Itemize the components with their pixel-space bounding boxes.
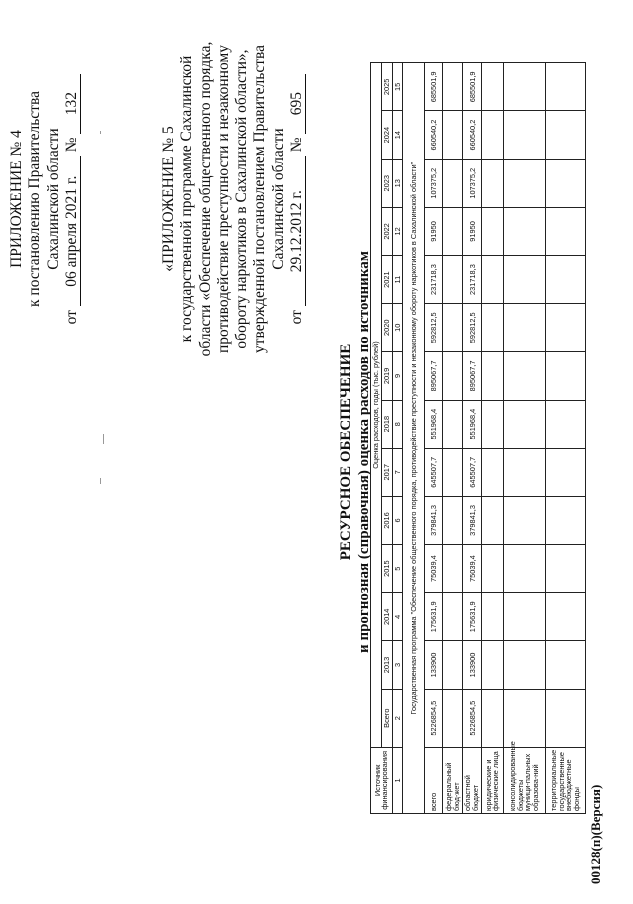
table-cell: 592812,5: [463, 304, 482, 352]
col-number: 3: [392, 641, 403, 689]
table-cell: 5226854,5: [425, 689, 443, 747]
table-cell: [503, 641, 545, 689]
appendix-5-date: 29.12.2012 г.: [289, 156, 306, 306]
table-cell: [481, 111, 503, 159]
appendix-4-line-2: Сахалинской области: [44, 128, 62, 270]
appendix-5-title: «ПРИЛОЖЕНИЕ № 5: [160, 126, 177, 272]
table-cell: [545, 207, 585, 255]
table-cell: [503, 207, 545, 255]
table-cell: [545, 448, 585, 496]
table-cell: 91950: [425, 207, 443, 255]
col-number: 10: [392, 304, 403, 352]
header-col: 2017: [381, 448, 392, 496]
table-cell: [545, 159, 585, 207]
table-cell: [503, 63, 545, 111]
table-cell: [545, 400, 585, 448]
table-cell: 660540,2: [425, 111, 443, 159]
heading-line-2: и прогнозная (справочная) оценка расходов по источникам: [355, 251, 372, 653]
row-label: территориальные государственные внебюджетные фонды: [545, 747, 585, 813]
appendix-5-line: обороту наркотиков в Сахалинской области»,: [233, 49, 251, 349]
table-cell: [503, 545, 545, 593]
table-cell: [481, 593, 503, 641]
table-cell: 231718,3: [463, 256, 482, 304]
table-cell: [481, 545, 503, 593]
table-cell: 175631,9: [463, 593, 482, 641]
table-cell: [443, 352, 463, 400]
col-number: 11: [392, 256, 403, 304]
table-cell: 660540,2: [463, 111, 482, 159]
table-cell: [545, 256, 585, 304]
table-cell: [503, 689, 545, 747]
header-col: 2022: [381, 207, 392, 255]
table-cell: 107375,2: [463, 159, 482, 207]
appendix-5-line: области «Обеспечение общественного порядка,: [196, 41, 214, 357]
row-label: областной бюджет: [463, 747, 482, 813]
table-cell: 91950: [463, 207, 482, 255]
table-cell: 75039,4: [425, 545, 443, 593]
appendix-5-line: противодействие преступности и незаконному: [214, 45, 232, 353]
col-number: 4: [392, 593, 403, 641]
table-cell: [481, 63, 503, 111]
table-cell: 5226854,5: [463, 689, 482, 747]
table-cell: [481, 352, 503, 400]
appendix-5-number: 695: [289, 74, 306, 134]
table-cell: [503, 496, 545, 544]
header-col: 2013: [381, 641, 392, 689]
header-col: 2020: [381, 304, 392, 352]
table-cell: [481, 159, 503, 207]
table-cell: [545, 689, 585, 747]
table-cell: [443, 641, 463, 689]
appendix-4-title: ПРИЛОЖЕНИЕ № 4: [8, 130, 25, 268]
table-cell: [545, 641, 585, 689]
col-number: 13: [392, 159, 403, 207]
table-cell: [481, 304, 503, 352]
col-number: 14: [392, 111, 403, 159]
version-footer: 00128(п)(Версия): [588, 784, 603, 884]
col-number: 1: [392, 747, 403, 813]
appendix-5-from-label: от: [287, 310, 305, 325]
col-number: 7: [392, 448, 403, 496]
table-cell: [481, 400, 503, 448]
row-label: всего: [425, 747, 443, 813]
program-row: Государственная программа "Обеспечение общественного порядка, противодействие преступности и незаконному обороту наркотиков в Сахалинской области": [403, 63, 425, 814]
table-cell: [545, 111, 585, 159]
appendix-4-date: 06 апреля 2021 г.: [64, 156, 81, 306]
table-cell: [503, 159, 545, 207]
table-cell: 551968,4: [425, 400, 443, 448]
table-cell: [503, 593, 545, 641]
resource-table: [370, 14, 586, 814]
table-cell: 133900: [425, 641, 443, 689]
table-cell: [443, 159, 463, 207]
document-heading: [338, 0, 373, 904]
table-cell: [443, 448, 463, 496]
header-col: 2018: [381, 400, 392, 448]
table-cell: 645507,7: [425, 448, 443, 496]
table-cell: [481, 207, 503, 255]
table-cell: 685501,9: [463, 63, 482, 111]
table-cell: [545, 304, 585, 352]
table-cell: 231718,3: [425, 256, 443, 304]
table-cell: [545, 593, 585, 641]
header-col: 2014: [381, 593, 392, 641]
header-col: 2016: [381, 496, 392, 544]
col-number: 6: [392, 496, 403, 544]
row-label: федеральный бюд-жет: [443, 747, 463, 813]
col-number: 5: [392, 545, 403, 593]
scan-mark: [103, 434, 104, 444]
table-cell: [443, 256, 463, 304]
table-cell: [545, 63, 585, 111]
col-number: 8: [392, 400, 403, 448]
header-col: 2021: [381, 256, 392, 304]
table-cell: [481, 641, 503, 689]
table-cell: 685501,9: [425, 63, 443, 111]
header-estimate: Оценка расходов, годы (тыс. рублей): [371, 63, 382, 748]
appendix-4-block: [8, 14, 81, 384]
table-cell: [443, 689, 463, 747]
table-cell: [503, 256, 545, 304]
table-cell: [545, 496, 585, 544]
table-cell: [443, 545, 463, 593]
appendix-5-line: к государственной программе Сахалинской: [178, 55, 196, 343]
col-number: 9: [392, 352, 403, 400]
table-cell: [481, 496, 503, 544]
table-cell: [443, 207, 463, 255]
table-cell: [443, 400, 463, 448]
appendix-5-line: утвержденной постановлением Правительства: [251, 45, 269, 353]
header-source: Источник финансирования: [371, 747, 393, 813]
table-cell: [481, 256, 503, 304]
table-cell: [481, 448, 503, 496]
col-number: 12: [392, 207, 403, 255]
header-col: 2023: [381, 159, 392, 207]
header-col: 2024: [381, 111, 392, 159]
appendix-5-block: [160, 4, 306, 394]
table-cell: [503, 111, 545, 159]
scan-mark: [100, 478, 101, 484]
table-cell: [503, 304, 545, 352]
table-cell: 551968,4: [463, 400, 482, 448]
appendix-4-line-1: к постановлению Правительства: [26, 91, 44, 307]
appendix-4-from-label: от: [62, 310, 80, 325]
appendix-5-date-line: [288, 4, 306, 394]
appendix-4-number: 132: [64, 74, 81, 134]
row-label: консолидированные бюджеты муници-пальных образова-ний: [503, 747, 545, 813]
col-number: 2: [392, 689, 403, 747]
header-col: 2015: [381, 545, 392, 593]
col-number: 15: [392, 63, 403, 111]
header-col: Всего: [381, 689, 392, 747]
heading-line-1: РЕСУРСНОЕ ОБЕСПЕЧЕНИЕ: [338, 343, 354, 561]
table-cell: 895067,7: [425, 352, 443, 400]
table-cell: 107375,2: [425, 159, 443, 207]
table-cell: 133900: [463, 641, 482, 689]
table-cell: 592812,5: [425, 304, 443, 352]
appendix-5-number-label: №: [287, 137, 305, 153]
table-cell: 379841,3: [425, 496, 443, 544]
table-cell: [443, 304, 463, 352]
table-cell: 379841,3: [463, 496, 482, 544]
appendix-4-date-line: [63, 14, 81, 384]
table-cell: [545, 545, 585, 593]
table-cell: 645507,7: [463, 448, 482, 496]
appendix-4-number-label: №: [62, 137, 80, 153]
header-col: 2025: [381, 63, 392, 111]
scan-mark: [100, 131, 101, 134]
table-cell: [443, 496, 463, 544]
appendix-5-line: Сахалинской области: [269, 128, 287, 270]
table-cell: 175631,9: [425, 593, 443, 641]
table-cell: [443, 111, 463, 159]
table-cell: [503, 400, 545, 448]
table-cell: 895067,7: [463, 352, 482, 400]
table-cell: [503, 448, 545, 496]
table-cell: [443, 593, 463, 641]
table-cell: [481, 689, 503, 747]
header-col: 2019: [381, 352, 392, 400]
table-cell: [443, 63, 463, 111]
table-cell: [503, 352, 545, 400]
row-label: юридические и физические лица: [481, 747, 503, 813]
table-cell: [545, 352, 585, 400]
table-cell: 75039,4: [463, 545, 482, 593]
